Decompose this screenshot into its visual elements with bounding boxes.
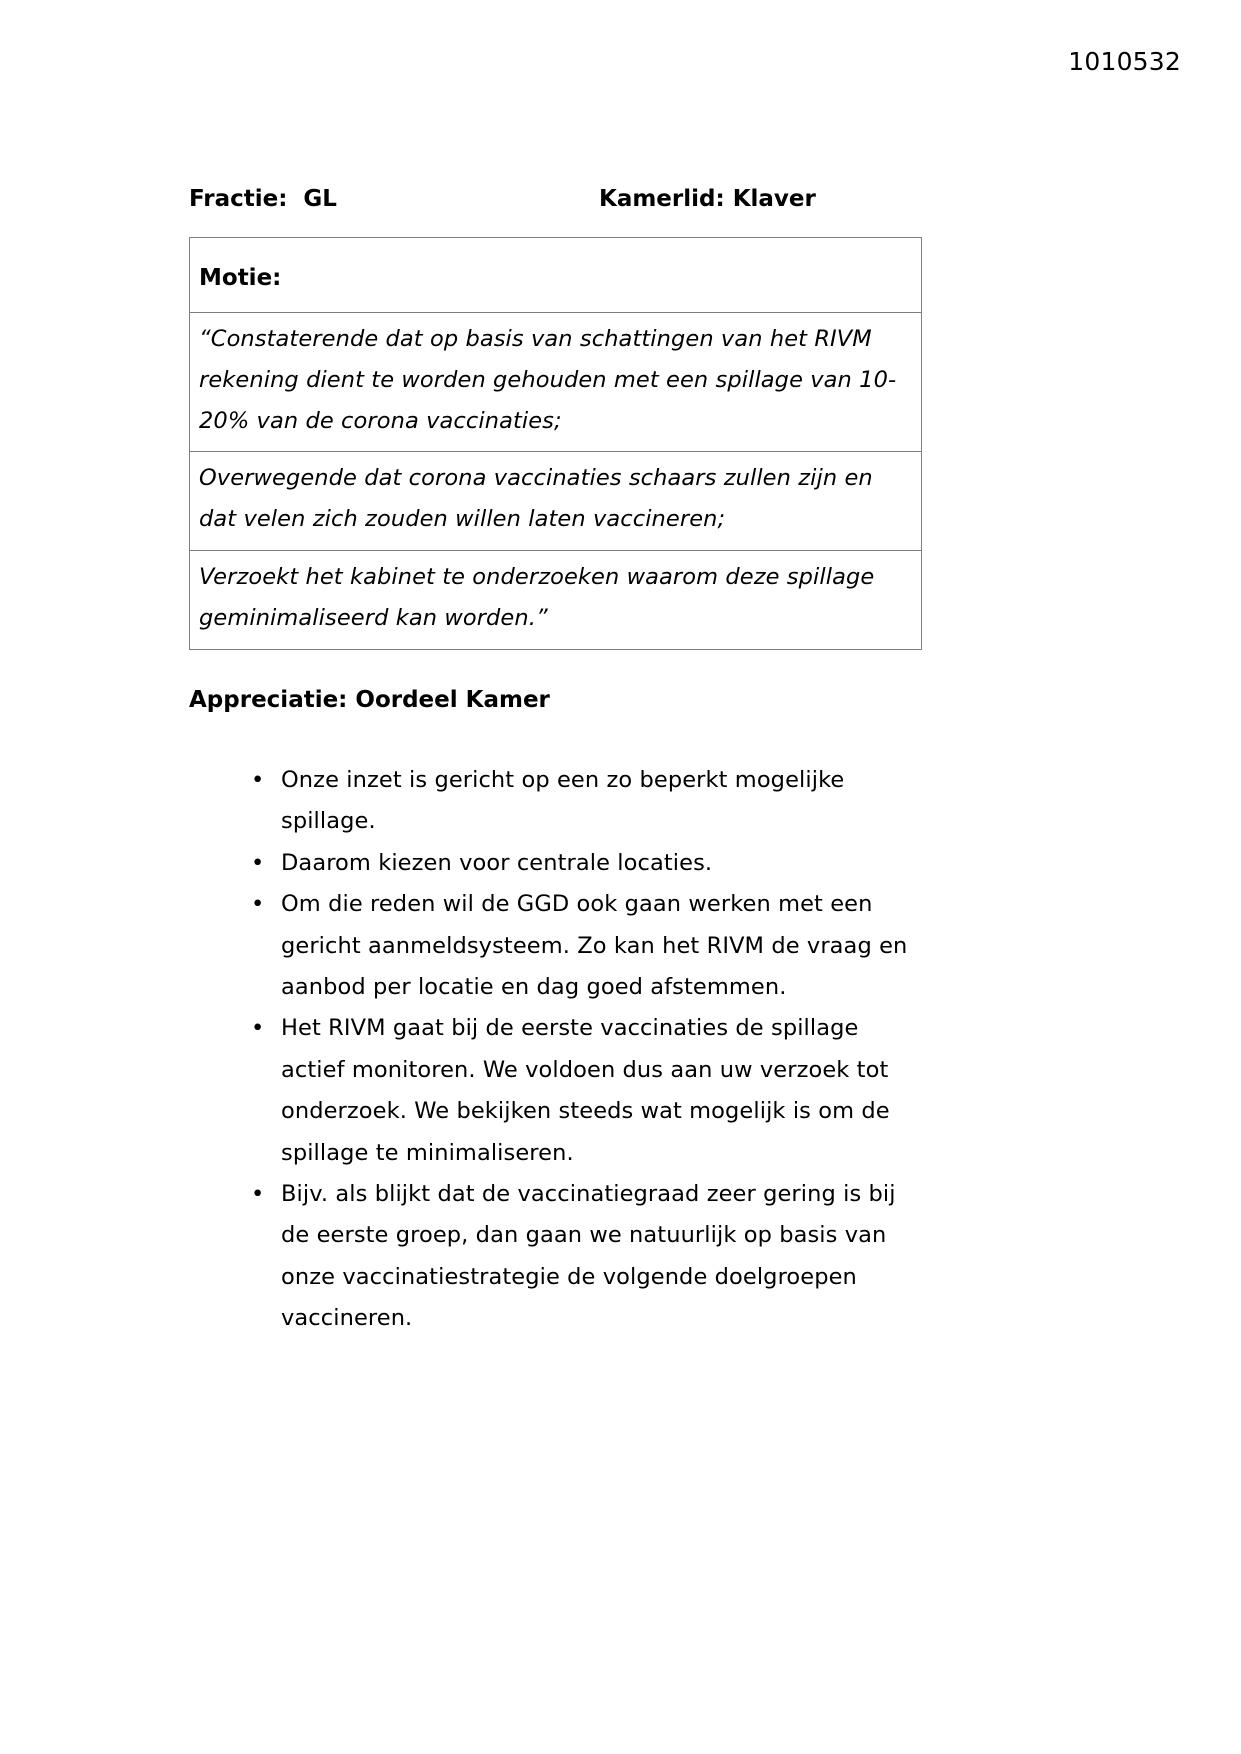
fractie-label: Fractie: GL [189,186,337,212]
motie-table [189,237,922,650]
kamerlid-label: Kamerlid: Klaver [599,186,816,212]
appreciatie-heading: Appreciatie: Oordeel Kamer [189,687,550,714]
list-item-text: Onze inzet is gericht op een zo beperkt mogelijke spillage. [281,767,845,835]
bullet-icon: • [251,891,265,918]
motie-heading: Motie: [199,264,282,291]
bullet-icon: • [251,849,265,876]
table-row [190,452,922,551]
motie-paragraph-cell-3 [190,551,922,650]
list-item [251,884,922,1008]
list-item [251,760,922,843]
list-item [251,843,922,884]
motie-paragraph-cell-1 [190,312,922,452]
list-item [251,1174,922,1340]
motie-paragraph-cell-2 [190,452,922,551]
motie-paragraph-2: Overwegende dat corona vaccinaties schaars zullen zijn en dat velen zich zouden willen laten vaccineren; [199,465,873,533]
bullet-icon: • [251,1181,265,1207]
table-row [190,551,922,650]
table-row [190,237,922,312]
motie-paragraph-1: “Constaterende dat op basis van schattingen van het RIVM rekening dient te worden gehouden met een spillage van 10-20% van de corona vaccinaties; [199,325,897,434]
appreciatie-points-list [189,760,922,1339]
motie-heading-cell [190,237,922,312]
list-item-text: Het RIVM gaat bij de eerste vaccinaties de spillage actief monitoren. We voldoen dus aan uw verzoek tot onderzoek. We bekijken steeds wat mogelijk is om de spillage te minimaliseren. [281,1015,890,1166]
list-item [251,1008,922,1174]
list-item-text: Om die reden wil de GGD ook gaan werken met een gericht aanmeldsysteem. Zo kan het RIVM de vraag en aanbod per locatie en dag goed afstemmen. [281,891,908,1001]
document-content [189,185,922,1340]
motie-paragraph-3: Verzoekt het kabinet te onderzoeken waarom deze spillage geminimaliseerd kan worden.” [199,564,875,632]
list-item-text: Daarom kiezen voor centrale locaties. [281,849,713,876]
page-number: 1010532 [1068,47,1181,76]
table-row [190,312,922,452]
document-meta-row [189,185,922,214]
bullet-icon: • [251,767,265,794]
list-item-text: Bijv. als blijkt dat de vaccinatiegraad zeer gering is bij de eerste groep, dan gaan we natuurlijk op basis van onze vaccinatiestrategie de volgende doelgroepen vaccineren. [281,1181,896,1332]
bullet-icon: • [251,1015,265,1042]
